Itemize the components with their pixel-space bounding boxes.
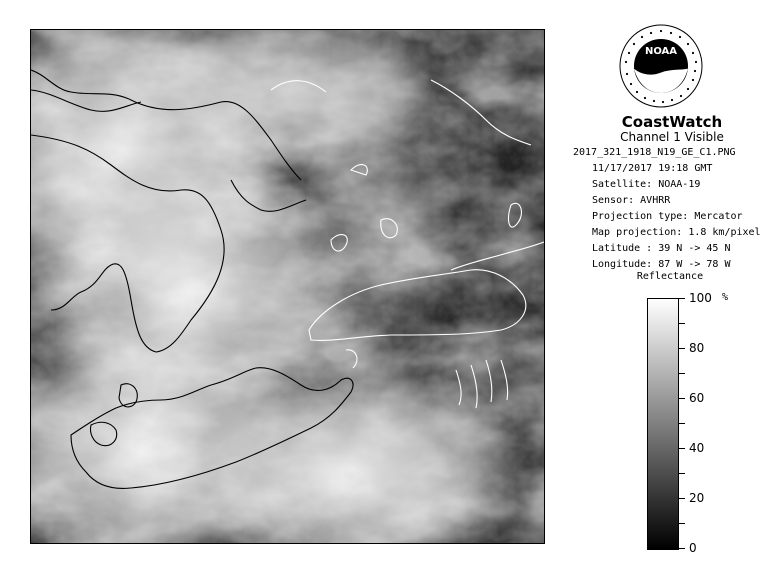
brand-title: CoastWatch	[621, 113, 723, 131]
info-latitude: Latitude : 39 N -> 45 N	[592, 243, 731, 254]
colorbar-tick-mark	[679, 348, 685, 349]
colorbar-tick-mark	[679, 448, 685, 449]
channel-title: Channel 1 Visible	[620, 130, 724, 144]
noaa-logo-icon	[619, 24, 703, 108]
colorbar-tick-mark	[679, 423, 685, 424]
colorbar-tick-mark	[679, 323, 685, 324]
info-projection-type: Projection type: Mercator	[592, 211, 743, 222]
satellite-image-svg	[31, 30, 544, 543]
colorbar-tick-mark	[679, 473, 685, 474]
info-map-projection: Map projection: 1.8 km/pixel	[592, 227, 761, 238]
noaa-logo-text: NOAA	[644, 46, 678, 57]
info-datetime: 11/17/2017 19:18 GMT	[592, 163, 713, 174]
colorbar-tick-label: 40	[689, 441, 705, 455]
colorbar-tick-label: 100	[689, 291, 712, 305]
noaa-emblem	[619, 24, 703, 108]
reflectance-colorbar	[647, 298, 679, 550]
info-sensor: Sensor: AVHRR	[592, 195, 671, 206]
colorbar-unit: %	[722, 292, 729, 303]
colorbar-title: Reflectance	[636, 271, 704, 282]
info-longitude: Longitude: 87 W -> 78 W	[592, 259, 731, 270]
colorbar-tick-label: 0	[689, 541, 697, 555]
colorbar-tick-label: 20	[689, 491, 705, 505]
colorbar-tick-mark	[679, 498, 685, 499]
colorbar-tick-mark	[679, 523, 685, 524]
info-satellite: Satellite: NOAA-19	[592, 179, 701, 190]
colorbar-tick-mark	[679, 548, 685, 549]
colorbar-tick-mark	[679, 373, 685, 374]
satellite-image	[30, 29, 545, 544]
info-filename: 2017_321_1918_N19_GE_C1.PNG	[573, 147, 736, 158]
colorbar-tick-mark	[679, 398, 685, 399]
colorbar-tick-label: 60	[689, 391, 705, 405]
colorbar-tick-label: 80	[689, 341, 705, 355]
colorbar-tick-mark	[679, 298, 685, 299]
